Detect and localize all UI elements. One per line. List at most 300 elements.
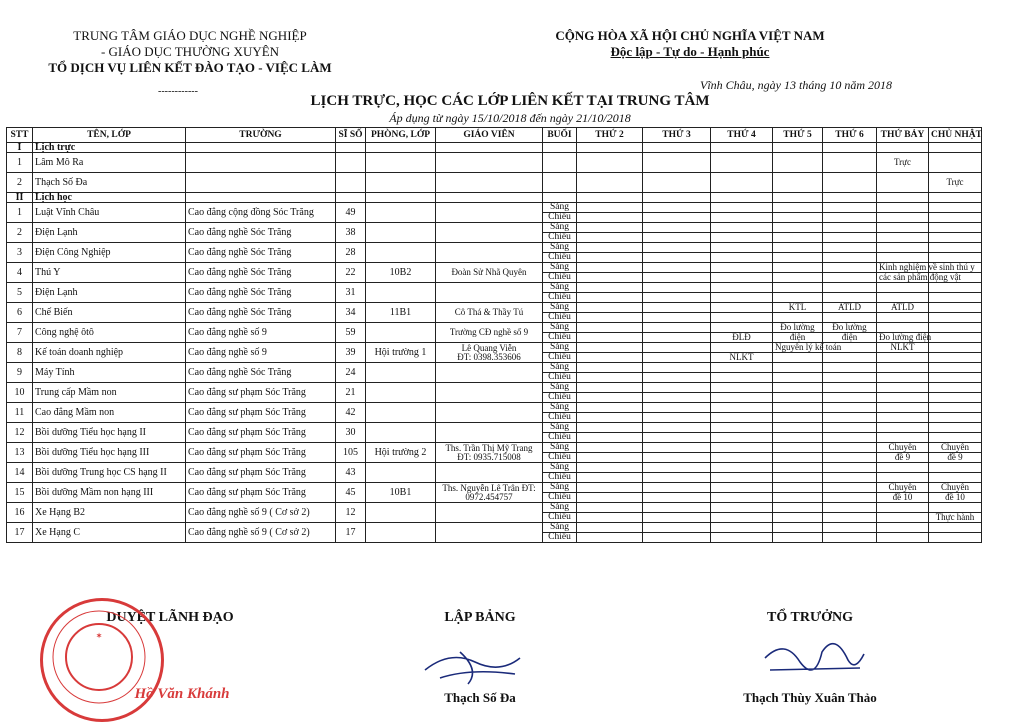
schedule-cell xyxy=(711,413,773,423)
schedule-cell xyxy=(577,473,643,483)
room xyxy=(366,403,436,423)
class-name: Điện Lạnh xyxy=(33,223,186,243)
row-number: 1 xyxy=(7,203,33,223)
schedule-cell xyxy=(773,283,823,293)
row-number: 7 xyxy=(7,323,33,343)
class-row xyxy=(7,243,982,253)
room xyxy=(366,423,436,443)
table-cell xyxy=(577,193,643,203)
schedule-cell xyxy=(711,493,773,503)
row-number: 10 xyxy=(7,383,33,403)
session-morning: Sáng xyxy=(543,443,577,453)
schedule-cell xyxy=(877,473,929,483)
schedule-cell xyxy=(773,273,823,283)
schedule-cell xyxy=(929,203,982,213)
schedule-cell xyxy=(643,423,711,433)
class-row xyxy=(7,403,982,413)
schedule-cell xyxy=(577,443,643,453)
schedule-cell xyxy=(711,293,773,303)
table-cell xyxy=(877,143,929,153)
column-header: CHỦ NHẬT xyxy=(929,128,982,143)
schedule-cell xyxy=(577,213,643,223)
room: Hội trường 2 xyxy=(366,443,436,463)
schedule-cell xyxy=(577,523,643,533)
class-row xyxy=(7,423,982,433)
row-number: 2 xyxy=(7,173,33,193)
schedule-cell xyxy=(643,503,711,513)
schedule-cell xyxy=(577,433,643,443)
lead-signature xyxy=(760,632,870,682)
schedule-cell xyxy=(643,243,711,253)
schedule-cell xyxy=(773,523,823,533)
column-header: TÊN, LỚP xyxy=(33,128,186,143)
schedule-cell xyxy=(643,473,711,483)
schedule-cell xyxy=(577,463,643,473)
schedule-cell xyxy=(711,463,773,473)
schedule-cell xyxy=(929,423,982,433)
duty-sunday: Trực xyxy=(929,173,982,193)
class-name: Thú Y xyxy=(33,263,186,283)
official-seal xyxy=(40,598,164,722)
session-afternoon: Chiều xyxy=(543,333,577,343)
section-row xyxy=(7,193,982,203)
table-cell xyxy=(366,143,436,153)
schedule-cell xyxy=(823,353,877,363)
lead-title: TỔ TRƯỞNG xyxy=(767,610,853,625)
schedule-cell xyxy=(823,253,877,263)
teacher: Cô Thá & Thầy Tú xyxy=(436,303,543,323)
teacher-phone: 0972.454757 xyxy=(465,491,513,502)
duty-row xyxy=(7,153,982,173)
schedule-cell xyxy=(823,413,877,423)
table-cell xyxy=(773,143,823,153)
schedule-cell xyxy=(773,243,823,253)
table-cell xyxy=(577,173,643,193)
schedule-cell xyxy=(577,413,643,423)
row-number: 15 xyxy=(7,483,33,503)
schedule-cell xyxy=(823,243,877,253)
class-row xyxy=(7,483,982,493)
schedule-cell xyxy=(711,303,773,313)
schedule-cell xyxy=(877,463,929,473)
school-name: Cao đẳng nghề Sóc Trăng xyxy=(186,263,336,283)
schedule-cell: Chuyên xyxy=(929,443,982,453)
teacher xyxy=(436,423,543,443)
schedule-cell xyxy=(577,363,643,373)
schedule-cell xyxy=(711,393,773,403)
schedule-cell xyxy=(711,523,773,533)
staff-name: Lâm Mô Ra xyxy=(33,153,186,173)
session-afternoon: Chiều xyxy=(543,473,577,483)
schedule-cell xyxy=(643,483,711,493)
schedule-cell xyxy=(877,233,929,243)
teacher xyxy=(436,403,543,423)
schedule-cell xyxy=(877,393,929,403)
column-header: STT xyxy=(7,128,33,143)
schedule-cell xyxy=(711,233,773,243)
session-morning: Sáng xyxy=(543,403,577,413)
schedule-cell xyxy=(929,393,982,403)
schedule-cell xyxy=(877,383,929,393)
schedule-cell xyxy=(577,513,643,523)
schedule-cell xyxy=(823,403,877,413)
schedule-cell xyxy=(773,213,823,223)
school-name: Cao đẳng nghề số 9 xyxy=(186,343,336,363)
schedule-cell xyxy=(773,423,823,433)
table-cell xyxy=(436,193,543,203)
schedule-cell xyxy=(577,283,643,293)
schedule-cell xyxy=(877,363,929,373)
schedule-cell xyxy=(711,243,773,253)
schedule-cell xyxy=(643,393,711,403)
table-cell xyxy=(186,153,336,173)
schedule-cell xyxy=(929,293,982,303)
school-name: Cao đẳng nghề Sóc Trăng xyxy=(186,283,336,303)
teacher-phone: ĐT: 0398.353606 xyxy=(457,351,521,362)
session-morning: Sáng xyxy=(543,303,577,313)
schedule-cell xyxy=(929,283,982,293)
schedule-cell xyxy=(577,293,643,303)
session-morning: Sáng xyxy=(543,343,577,353)
schedule-cell xyxy=(877,243,929,253)
room xyxy=(366,323,436,343)
schedule-cell xyxy=(877,323,929,333)
schedule-cell xyxy=(823,363,877,373)
schedule-cell xyxy=(773,363,823,373)
table-cell xyxy=(336,173,366,193)
schedule-cell xyxy=(643,403,711,413)
schedule-cell xyxy=(929,343,982,353)
schedule-cell xyxy=(773,463,823,473)
schedule-cell xyxy=(929,213,982,223)
room: 11B1 xyxy=(366,303,436,323)
room: Hội trường 1 xyxy=(366,343,436,363)
schedule-cell xyxy=(711,443,773,453)
schedule-cell xyxy=(929,403,982,413)
class-name: Luật Vĩnh Châu xyxy=(33,203,186,223)
schedule-cell: Chuyên xyxy=(877,443,929,453)
schedule-cell xyxy=(823,533,877,543)
session-afternoon: Chiều xyxy=(543,513,577,523)
school-name: Cao đẳng sư phạm Sóc Trăng xyxy=(186,423,336,443)
row-number: 6 xyxy=(7,303,33,323)
schedule-cell xyxy=(711,433,773,443)
schedule-cell xyxy=(711,283,773,293)
teacher-phone: ĐT: 0935.715008 xyxy=(457,451,521,462)
session-morning: Sáng xyxy=(543,243,577,253)
header-right xyxy=(500,28,880,60)
school-name: Cao đẳng sư phạm Sóc Trăng xyxy=(186,443,336,463)
table-cell xyxy=(366,153,436,173)
table-cell xyxy=(711,153,773,173)
class-row xyxy=(7,323,982,333)
schedule-cell xyxy=(643,343,711,353)
student-count: 22 xyxy=(336,263,366,283)
teacher: Đoàn Sử Nhã Quyên xyxy=(436,263,543,283)
teacher xyxy=(436,503,543,523)
row-number: 3 xyxy=(7,243,33,263)
student-count: 24 xyxy=(336,363,366,383)
schedule-cell xyxy=(773,433,823,443)
schedule-cell xyxy=(773,413,823,423)
session-afternoon: Chiều xyxy=(543,533,577,543)
teacher xyxy=(436,463,543,483)
room: 10B2 xyxy=(366,263,436,283)
schedule-cell xyxy=(711,273,773,283)
table-cell xyxy=(366,193,436,203)
duty-row xyxy=(7,173,982,193)
table-cell xyxy=(643,193,711,203)
column-header: BUỔI xyxy=(543,128,577,143)
schedule-cell xyxy=(643,433,711,443)
table-cell xyxy=(773,153,823,173)
schedule-cell xyxy=(823,373,877,383)
schedule-cell xyxy=(643,223,711,233)
session-afternoon: Chiều xyxy=(543,373,577,383)
student-count: 43 xyxy=(336,463,366,483)
duty-sunday xyxy=(929,153,982,173)
teacher: Trường CĐ nghề số 9 xyxy=(436,323,543,343)
schedule-cell xyxy=(577,353,643,363)
schedule-cell xyxy=(929,333,982,343)
schedule-cell xyxy=(877,503,929,513)
teacher-name: Ths. Nguyễn Lê Trân ĐT: xyxy=(442,482,536,493)
schedule-cell xyxy=(773,263,823,273)
schedule-cell xyxy=(929,383,982,393)
room xyxy=(366,383,436,403)
schedule-cell xyxy=(643,363,711,373)
table-cell xyxy=(366,173,436,193)
schedule-cell xyxy=(643,213,711,223)
schedule-cell xyxy=(773,313,823,323)
schedule-cell xyxy=(643,333,711,343)
schedule-cell xyxy=(929,303,982,313)
class-row xyxy=(7,263,982,273)
schedule-cell xyxy=(823,473,877,483)
teacher xyxy=(436,243,543,263)
schedule-cell xyxy=(773,203,823,213)
lead-name: Thạch Thùy Xuân Thảo xyxy=(743,690,877,705)
schedule-cell xyxy=(929,363,982,373)
schedule-cell xyxy=(877,433,929,443)
schedule-cell: NLKT xyxy=(877,343,929,353)
schedule-cell xyxy=(877,253,929,263)
schedule-cell xyxy=(773,403,823,413)
student-count: 45 xyxy=(336,483,366,503)
row-number: 17 xyxy=(7,523,33,543)
column-header: PHÒNG, LỚP xyxy=(366,128,436,143)
row-number: 5 xyxy=(7,283,33,303)
class-row xyxy=(7,343,982,353)
student-count: 39 xyxy=(336,343,366,363)
schedule-cell xyxy=(643,463,711,473)
student-count: 34 xyxy=(336,303,366,323)
schedule-cell xyxy=(823,313,877,323)
schedule-cell xyxy=(577,223,643,233)
section-number: II xyxy=(7,193,33,203)
table-cell xyxy=(543,143,577,153)
table-cell xyxy=(336,193,366,203)
section-number: I xyxy=(7,143,33,153)
schedule-cell: NLKT xyxy=(711,353,773,363)
column-header: THỨ 6 xyxy=(823,128,877,143)
school-name: Cao đẳng nghề Sóc Trăng xyxy=(186,223,336,243)
class-name: Bồi dưỡng Tiểu học hạng II xyxy=(33,423,186,443)
class-row xyxy=(7,383,982,393)
schedule-cell xyxy=(877,353,929,363)
schedule-cell xyxy=(643,453,711,463)
schedule-cell: Chuyên xyxy=(877,483,929,493)
schedule-cell xyxy=(877,413,929,423)
schedule-cell xyxy=(929,473,982,483)
class-row xyxy=(7,223,982,233)
class-row xyxy=(7,203,982,213)
school-name: Cao đẳng sư phạm Sóc Trăng xyxy=(186,483,336,503)
schedule-cell xyxy=(877,373,929,383)
schedule-cell xyxy=(643,293,711,303)
schedule-cell xyxy=(577,233,643,243)
schedule-cell: Đo lường xyxy=(773,323,823,333)
table-cell xyxy=(711,193,773,203)
room xyxy=(366,363,436,383)
schedule-cell xyxy=(643,383,711,393)
schedule-cell xyxy=(643,273,711,283)
row-number: 8 xyxy=(7,343,33,363)
schedule-cell xyxy=(577,383,643,393)
schedule-cell: Chuyên xyxy=(929,483,982,493)
schedule-cell xyxy=(643,373,711,383)
schedule-cell xyxy=(823,513,877,523)
teacher-name: Lê Quang Viễn xyxy=(461,342,517,353)
schedule-cell xyxy=(643,253,711,263)
schedule-cell: Thực hành xyxy=(929,513,982,523)
schedule-cell xyxy=(577,393,643,403)
schedule-cell xyxy=(929,523,982,533)
table-cell xyxy=(543,153,577,173)
schedule-cell xyxy=(577,343,643,353)
column-header: THỨ BẢY xyxy=(877,128,929,143)
student-count: 59 xyxy=(336,323,366,343)
session-morning: Sáng xyxy=(543,483,577,493)
schedule-cell xyxy=(577,483,643,493)
schedule-cell xyxy=(643,233,711,243)
column-header: THỨ 4 xyxy=(711,128,773,143)
schedule-cell xyxy=(929,533,982,543)
org-line-3: TỔ DỊCH VỤ LIÊN KẾT ĐÀO TẠO - VIỆC LÀM xyxy=(48,60,332,75)
student-count: 38 xyxy=(336,223,366,243)
session-morning: Sáng xyxy=(543,223,577,233)
room xyxy=(366,463,436,483)
session-afternoon: Chiều xyxy=(543,433,577,443)
schedule-cell: đề 9 xyxy=(877,453,929,463)
schedule-cell xyxy=(823,443,877,453)
schedule-cell xyxy=(711,213,773,223)
approve-title: DUYỆT LÃNH ĐẠO xyxy=(106,610,234,625)
schedule-cell: Nguyên lý kế toán xyxy=(773,343,823,353)
schedule-cell xyxy=(773,253,823,263)
row-number: 4 xyxy=(7,263,33,283)
class-row xyxy=(7,463,982,473)
schedule-cell xyxy=(877,283,929,293)
schedule-cell xyxy=(823,503,877,513)
session-afternoon: Chiều xyxy=(543,293,577,303)
class-name: Bồi dưỡng Mầm non hạng III xyxy=(33,483,186,503)
schedule-cell xyxy=(711,513,773,523)
schedule-cell xyxy=(577,503,643,513)
class-name: Điện Công Nghiệp xyxy=(33,243,186,263)
table-cell xyxy=(577,143,643,153)
schedule-cell xyxy=(929,433,982,443)
schedule-cell: đề 9 xyxy=(929,453,982,463)
schedule-cell xyxy=(929,463,982,473)
schedule-cell xyxy=(823,393,877,403)
teacher xyxy=(436,203,543,223)
schedule-cell xyxy=(711,453,773,463)
schedule-cell xyxy=(577,313,643,323)
student-count: 105 xyxy=(336,443,366,463)
student-count: 21 xyxy=(336,383,366,403)
org-line-2: - GIÁO DỤC THƯỜNG XUYÊN xyxy=(100,44,280,59)
section-row xyxy=(7,143,982,153)
session-afternoon: Chiều xyxy=(543,393,577,403)
session-morning: Sáng xyxy=(543,203,577,213)
class-name: Điện Lạnh xyxy=(33,283,186,303)
table-cell xyxy=(436,173,543,193)
class-row xyxy=(7,363,982,373)
class-name: Xe Hạng B2 xyxy=(33,503,186,523)
table-cell xyxy=(643,153,711,173)
class-name: Bồi dưỡng Tiểu học hạng III xyxy=(33,443,186,463)
schedule-cell xyxy=(877,213,929,223)
schedule-cell xyxy=(711,503,773,513)
header-left xyxy=(40,28,340,76)
class-name: Kế toán doanh nghiệp xyxy=(33,343,186,363)
session-morning: Sáng xyxy=(543,323,577,333)
schedule-cell xyxy=(823,263,877,273)
column-header: TRƯỜNG xyxy=(186,128,336,143)
class-name: Trung cấp Mầm non xyxy=(33,383,186,403)
schedule-cell xyxy=(773,533,823,543)
class-name: Máy Tính xyxy=(33,363,186,383)
teacher xyxy=(436,443,543,463)
room xyxy=(366,223,436,243)
teacher xyxy=(436,383,543,403)
schedule-cell xyxy=(577,303,643,313)
schedule-cell xyxy=(773,503,823,513)
session-morning: Sáng xyxy=(543,423,577,433)
table-cell xyxy=(929,193,982,203)
schedule-cell xyxy=(929,413,982,423)
schedule-cell xyxy=(929,223,982,233)
schedule-cell: các sản phẩm động vật xyxy=(877,273,929,283)
schedule-cell xyxy=(577,423,643,433)
table-cell xyxy=(711,143,773,153)
schedule-cell xyxy=(773,393,823,403)
school-name: Cao đẳng nghề số 9 ( Cơ sở 2) xyxy=(186,503,336,523)
table-cell xyxy=(929,143,982,153)
header-separator: ------------ xyxy=(158,86,198,97)
class-row xyxy=(7,283,982,293)
schedule-cell xyxy=(711,483,773,493)
session-morning: Sáng xyxy=(543,383,577,393)
schedule-cell: ĐLĐ xyxy=(711,333,773,343)
school-name: Cao đẳng nghề Sóc Trăng xyxy=(186,363,336,383)
teacher xyxy=(436,523,543,543)
org-line-1: TRUNG TÂM GIÁO DỤC NGHỀ NGHIỆP xyxy=(73,28,307,43)
schedule-cell: KTL xyxy=(773,303,823,313)
column-header: THỨ 2 xyxy=(577,128,643,143)
session-afternoon: Chiều xyxy=(543,413,577,423)
